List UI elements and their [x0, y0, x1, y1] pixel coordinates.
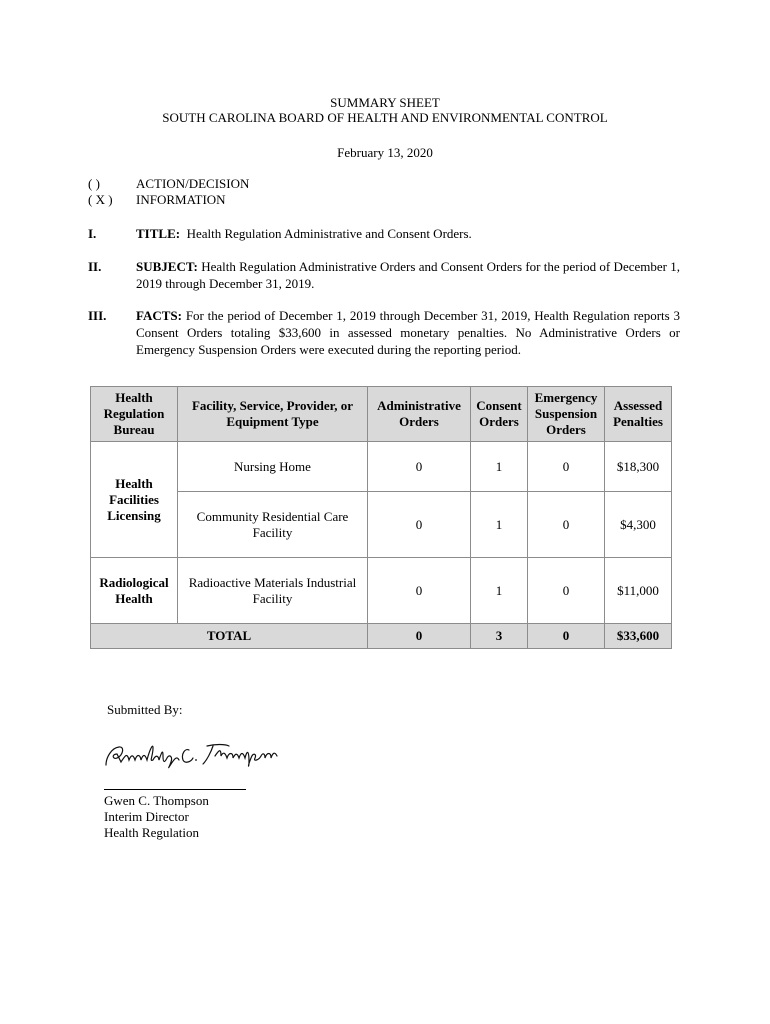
total-consent-orders: 3: [471, 624, 528, 649]
bureau-health-facilities-licensing: Health Facilities Licensing: [91, 442, 178, 558]
information-label: INFORMATION: [136, 192, 226, 207]
section-body: [136, 258, 680, 292]
penalties-cell: $4,300: [605, 492, 672, 558]
table-row: [91, 442, 672, 492]
action-decision-option: [88, 176, 249, 192]
action-decision-label: ACTION/DECISION: [136, 176, 250, 191]
bureau-radiological-health: Radiological Health: [91, 558, 178, 624]
total-row: [91, 624, 672, 649]
orders-summary-table: [90, 386, 672, 649]
emergency-orders-cell: 0: [528, 492, 605, 558]
total-emergency-orders: 0: [528, 624, 605, 649]
signer-title: Interim Director: [104, 809, 189, 824]
facility-cell: Nursing Home: [178, 442, 368, 492]
header-assessed-penalties: Assessed Penalties: [605, 387, 672, 442]
information-option: [88, 192, 226, 208]
header-administrative-orders: Administrative Orders: [368, 387, 471, 442]
penalties-cell: $18,300: [605, 442, 672, 492]
signer-name: Gwen C. Thompson: [104, 793, 209, 808]
signer-department: Health Regulation: [104, 825, 199, 840]
consent-orders-cell: 1: [471, 492, 528, 558]
action-decision-checkbox: ( ): [88, 176, 100, 191]
section-body: [136, 307, 680, 358]
emergency-orders-cell: 0: [528, 442, 605, 492]
section-number: I.: [88, 226, 97, 241]
header-consent-orders: Consent Orders: [471, 387, 528, 442]
submitted-by-label: Submitted By:: [107, 702, 183, 717]
consent-orders-cell: 1: [471, 558, 528, 624]
section-heading: FACTS:: [136, 308, 182, 323]
section-text: Health Regulation Administrative Orders and Consent Orders for the period of December 1, 2019 through December 31, 2019.: [136, 259, 681, 291]
section-number: II.: [88, 259, 102, 274]
summary-sheet-title: SUMMARY SHEET: [330, 95, 440, 110]
admin-orders-cell: 0: [368, 558, 471, 624]
section-heading: SUBJECT:: [136, 259, 198, 274]
handwritten-signature: [103, 738, 283, 772]
penalties-cell: $11,000: [605, 558, 672, 624]
table-header-row: [91, 387, 672, 442]
total-penalties: $33,600: [605, 624, 672, 649]
table-row: [91, 492, 672, 558]
document-date: February 13, 2020: [337, 145, 433, 160]
section-number: III.: [88, 308, 107, 323]
facility-cell: Radioactive Materials Industrial Facility: [178, 558, 368, 624]
emergency-orders-cell: 0: [528, 558, 605, 624]
header-bureau: Health Regulation Bureau: [91, 387, 178, 442]
signature-line: [104, 789, 246, 790]
total-admin-orders: 0: [368, 624, 471, 649]
consent-orders-cell: 1: [471, 442, 528, 492]
admin-orders-cell: 0: [368, 492, 471, 558]
section-heading: TITLE:: [136, 226, 181, 241]
section-body: [136, 225, 680, 242]
admin-orders-cell: 0: [368, 442, 471, 492]
board-name: SOUTH CAROLINA BOARD OF HEALTH AND ENVIRONMENTAL CONTROL: [162, 110, 608, 125]
information-checkbox: ( X ): [88, 192, 113, 207]
total-label: TOTAL: [91, 624, 368, 649]
facility-cell: Community Residential Care Facility: [178, 492, 368, 558]
section-text: Health Regulation Administrative and Consent Orders.: [186, 226, 472, 241]
header-facility: Facility, Service, Provider, or Equipment Type: [178, 387, 368, 442]
header-emergency-suspension-orders: Emergency Suspension Orders: [528, 387, 605, 442]
section-text: For the period of December 1, 2019 through December 31, 2019, Health Regulation reports 3 Consent Orders totaling $33,600 in assessed monetary penalties. No Administrative Orders or Emergency Suspension Orders were executed during the reporting period.: [136, 308, 681, 357]
table-row: [91, 558, 672, 624]
